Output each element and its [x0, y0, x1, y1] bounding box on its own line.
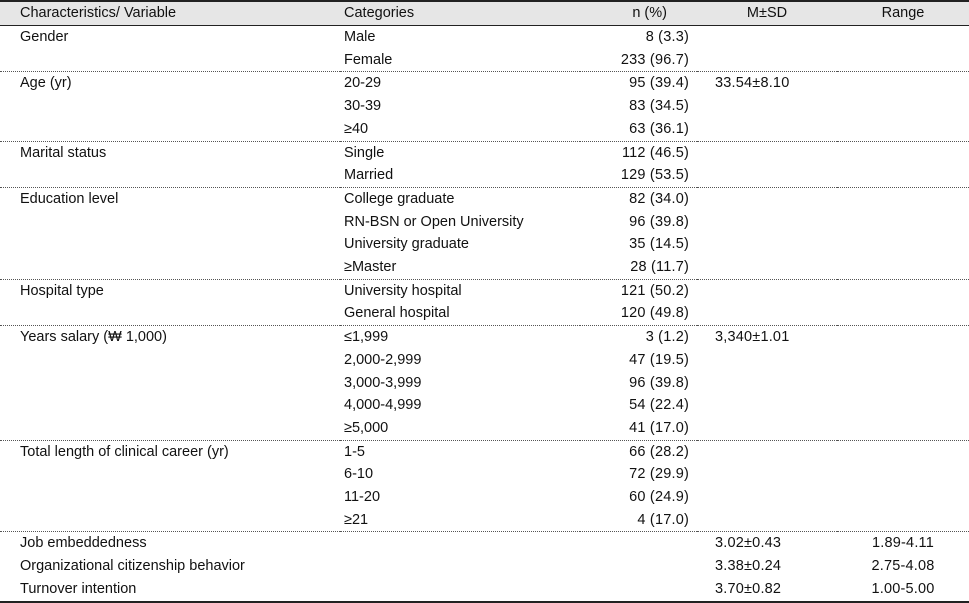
mean-sd-cell [697, 211, 837, 234]
variable-cell [0, 417, 340, 440]
n-percent-cell: 66 (28.2) [629, 443, 689, 460]
range-cell: 1.89-4.11 [872, 535, 934, 552]
n-percent-cell: 35 (14.5) [629, 236, 689, 253]
table-row [0, 187, 969, 210]
mean-sd-cell [697, 417, 837, 440]
table-row [0, 141, 969, 164]
table-row [0, 509, 969, 532]
table-row [0, 394, 969, 417]
mean-sd-cell: 3.38±0.24 [715, 558, 782, 575]
variable-cell [0, 394, 340, 417]
mean-sd-cell [697, 164, 837, 187]
table-row [0, 26, 969, 49]
category-cell: ≥40 [340, 118, 580, 141]
variable-cell: Years salary (₩ 1,000) [20, 329, 167, 346]
n-percent-cell: 129 (53.5) [580, 164, 697, 187]
n-percent-cell: 41 (17.0) [580, 417, 697, 440]
mean-sd-cell [697, 26, 837, 49]
range-cell [837, 141, 969, 164]
category-cell: Married [340, 164, 580, 187]
variable-cell [0, 463, 340, 486]
category-cell: 6-10 [344, 466, 374, 483]
variable-cell: Organizational citizenship behavior [20, 558, 245, 575]
variable-cell [0, 302, 340, 325]
n-percent-cell: 3 (1.2) [645, 329, 689, 346]
n-percent-cell: 4 (17.0) [580, 509, 697, 532]
n-percent-cell [580, 555, 697, 578]
mean-sd-cell [697, 486, 837, 509]
header-categories: Categories [340, 1, 580, 26]
range-cell [837, 486, 969, 509]
header-range: Range [837, 1, 969, 26]
mean-sd-cell: 3.02±0.43 [715, 535, 782, 552]
variable-cell: Marital status [20, 144, 107, 161]
n-percent-cell: 54 (22.4) [629, 397, 689, 414]
range-cell [837, 302, 969, 325]
n-percent-cell: 47 (19.5) [629, 351, 689, 368]
variable-cell [0, 164, 340, 187]
table-row [0, 326, 969, 349]
variable-cell [0, 256, 340, 279]
variable-cell [0, 211, 340, 234]
variable-cell: Job embeddedness [20, 535, 147, 552]
category-cell [340, 555, 580, 578]
mean-sd-cell: 3.70±0.82 [697, 578, 837, 602]
range-cell [837, 164, 969, 187]
n-percent-cell: 72 (29.9) [629, 466, 689, 483]
range-cell [837, 118, 969, 141]
table-row [0, 95, 969, 118]
category-cell [340, 532, 580, 555]
variable-cell: Education level [20, 190, 119, 207]
table-row [0, 72, 969, 95]
category-cell [340, 578, 580, 602]
table-row [0, 578, 969, 602]
n-percent-cell: 82 (34.0) [629, 190, 689, 207]
range-cell: 2.75-4.08 [871, 558, 935, 575]
category-cell: ≥5,000 [340, 417, 580, 440]
mean-sd-cell [697, 49, 837, 72]
category-cell: Female [340, 49, 580, 72]
range-cell [837, 211, 969, 234]
mean-sd-cell [697, 509, 837, 532]
n-percent-cell: 96 (39.8) [629, 213, 689, 230]
table-row [0, 256, 969, 279]
table-row [0, 349, 969, 372]
mean-sd-cell [697, 187, 837, 210]
category-cell: ≤1,999 [344, 329, 389, 346]
category-cell: 20-29 [344, 75, 382, 92]
range-cell [837, 233, 969, 256]
table-row [0, 49, 969, 72]
range-cell [837, 279, 969, 302]
range-cell [837, 440, 969, 463]
table-row [0, 555, 969, 578]
mean-sd-cell [697, 256, 837, 279]
range-cell [837, 326, 969, 349]
table-body [0, 26, 969, 602]
variable-cell [0, 233, 340, 256]
mean-sd-cell [697, 372, 837, 395]
table-row [0, 164, 969, 187]
range-cell [837, 72, 969, 95]
variable-cell: Turnover intention [0, 578, 340, 602]
mean-sd-cell [697, 141, 837, 164]
variable-cell [0, 49, 340, 72]
variable-cell [0, 349, 340, 372]
n-percent-cell [580, 532, 697, 555]
mean-sd-cell [697, 349, 837, 372]
table-row [0, 532, 969, 555]
variable-cell [0, 95, 340, 118]
n-percent-cell: 60 (24.9) [629, 489, 689, 506]
range-cell [837, 256, 969, 279]
category-cell: 30-39 [344, 98, 382, 115]
header-mean-sd: M±SD [697, 1, 837, 26]
variable-cell [0, 372, 340, 395]
category-cell: University graduate [344, 236, 469, 253]
mean-sd-cell [697, 440, 837, 463]
category-cell: General hospital [340, 302, 580, 325]
table-row [0, 302, 969, 325]
table-row [0, 372, 969, 395]
mean-sd-cell [697, 233, 837, 256]
range-cell [837, 372, 969, 395]
category-cell: 4,000-4,999 [344, 397, 422, 414]
range-cell [837, 187, 969, 210]
n-percent-cell: 8 (3.3) [645, 29, 689, 45]
table-header [0, 1, 969, 26]
category-cell: University hospital [344, 282, 462, 299]
mean-sd-cell [697, 118, 837, 141]
range-cell [837, 349, 969, 372]
range-cell [837, 394, 969, 417]
table-row [0, 417, 969, 440]
mean-sd-cell [697, 279, 837, 302]
header-variable: Characteristics/ Variable [0, 1, 340, 26]
mean-sd-cell [697, 394, 837, 417]
table-row [0, 211, 969, 234]
category-cell: 11-20 [344, 489, 381, 506]
mean-sd-cell [697, 95, 837, 118]
table-row [0, 440, 969, 463]
table-row [0, 118, 969, 141]
variable-cell [0, 118, 340, 141]
table-row [0, 486, 969, 509]
n-percent-cell: 96 (39.8) [629, 374, 689, 391]
category-cell: 3,000-3,999 [344, 374, 422, 391]
variable-cell: Total length of clinical career (yr) [20, 443, 229, 460]
category-cell: 1-5 [344, 443, 365, 460]
category-cell: Male [344, 29, 376, 45]
category-cell: 2,000-2,999 [344, 351, 422, 368]
variable-cell [0, 486, 340, 509]
range-cell [837, 49, 969, 72]
n-percent-cell: 63 (36.1) [580, 118, 697, 141]
category-cell: ≥21 [340, 509, 580, 532]
range-cell [837, 463, 969, 486]
mean-sd-cell [697, 463, 837, 486]
range-cell [837, 509, 969, 532]
n-percent-cell: 120 (49.8) [580, 302, 697, 325]
mean-sd-cell: 33.54±8.10 [715, 75, 790, 92]
range-cell [837, 26, 969, 49]
header-row [0, 1, 969, 26]
mean-sd-cell: 3,340±1.01 [715, 329, 790, 346]
variable-cell [0, 509, 340, 532]
header-n-percent: n (%) [580, 1, 697, 26]
category-cell: ≥Master [340, 256, 580, 279]
variable-cell: Age (yr) [20, 75, 72, 92]
category-cell: RN-BSN or Open University [344, 213, 524, 230]
n-percent-cell: 112 (46.5) [621, 144, 689, 161]
n-percent-cell: 121 (50.2) [620, 282, 689, 299]
variable-cell: Gender [20, 29, 69, 45]
range-cell: 1.00-5.00 [837, 578, 969, 602]
range-cell [837, 95, 969, 118]
table-row [0, 233, 969, 256]
n-percent-cell: 95 (39.4) [629, 75, 689, 92]
table-row [0, 279, 969, 302]
category-cell: College graduate [344, 190, 455, 207]
category-cell: Single [344, 144, 385, 161]
n-percent-cell: 28 (11.7) [580, 256, 697, 279]
n-percent-cell: 233 (96.7) [580, 49, 697, 72]
table-row [0, 463, 969, 486]
variable-cell: Hospital type [20, 282, 104, 299]
n-percent-cell [580, 578, 697, 602]
n-percent-cell: 83 (34.5) [629, 98, 689, 115]
mean-sd-cell [697, 302, 837, 325]
range-cell [837, 417, 969, 440]
